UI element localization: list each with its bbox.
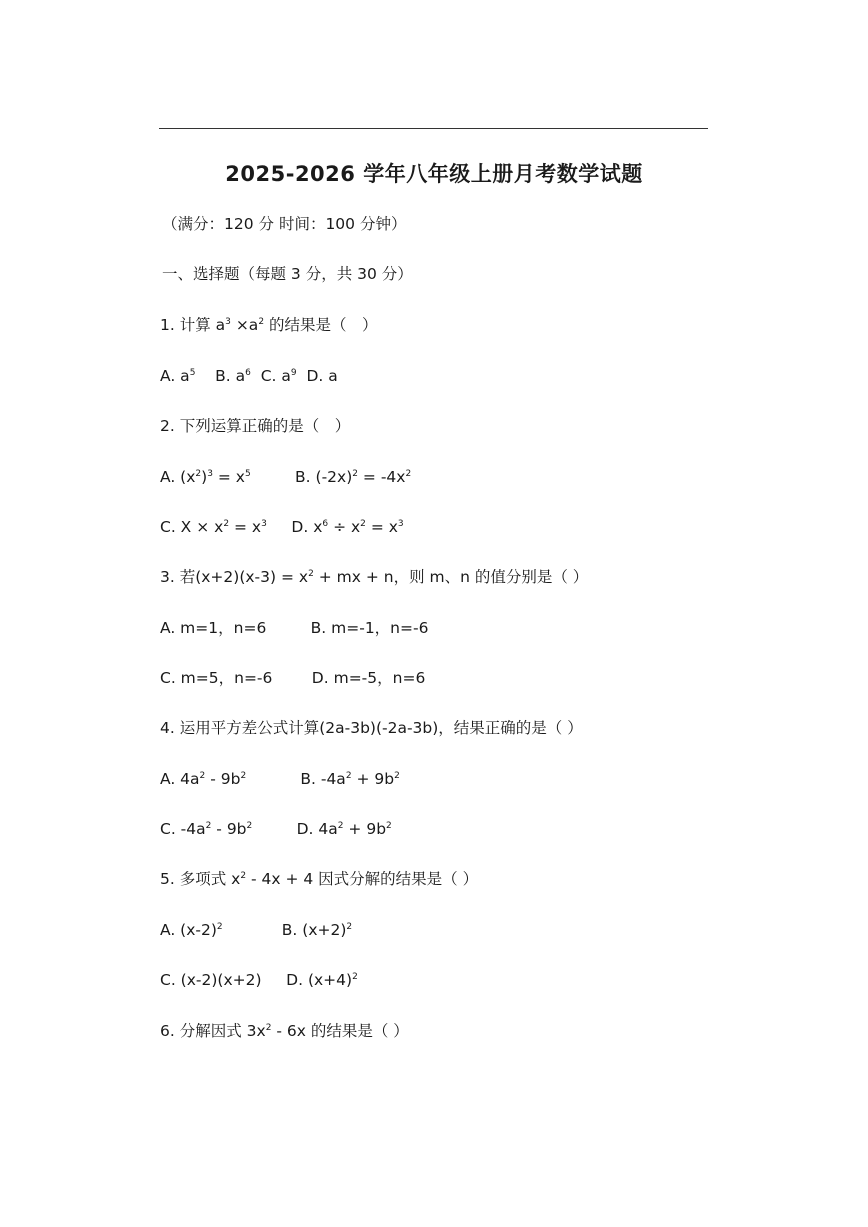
question-1-options: A. $a^5$ B. $a^6$ C. $a^9$ D. a — [160, 367, 338, 385]
question-1-stem: 1. 计算 $a^3 \times a^2$ 的结果是（ ） — [160, 316, 378, 334]
question-3-stem: 3. 若$(x+2)(x-3) = x^2$ + mx + n，则 m、n 的值分别是（ ） — [160, 568, 589, 586]
question-5-stem: 5. 多项式 $x^2 - 4x + 4$ 因式分解的结果是（ ） — [160, 870, 479, 888]
question-5-options-row1: A. $(x-2)^2$ B. $(x+2)^2$ — [160, 921, 353, 939]
question-5-options-row2: C. (x-2)(x+2) D. $(x+4)^2$ — [160, 971, 358, 989]
header-rule — [159, 128, 708, 129]
question-3-options-row2: C. m=5，n=-6 D. m=-5，n=6 — [160, 669, 426, 687]
question-2-options-row1: A. $(x^2)^3 = x^5$ B. $(-2x)^2 = -4x^2$ — [160, 468, 412, 486]
question-4-options-row1: A. $4a^2 - 9b^2$ B. $-4a^2 + 9b^2$ — [160, 770, 400, 788]
question-2-options-row2: C. $X \times x^2 = x^3$ D. $x^6 \div x^2 = x^3$ — [160, 518, 404, 536]
question-4-stem: 4. 运用平方差公式计算(2a-3b)(-2a-3b)，结果正确的是（ ） — [160, 719, 583, 737]
section-heading: 一、选择题（每题 3 分，共 30 分） — [162, 265, 413, 283]
question-4-options-row2: C. $-4a^2 - 9b^2$ D. $4a^2 + 9b^2$ — [160, 820, 392, 838]
question-3-options-row1: A. m=1，n=6 B. m=-1，n=-6 — [160, 619, 429, 637]
question-2-stem: 2. 下列运算正确的是（ ） — [160, 417, 351, 435]
page-title: 2025-2026 学年八年级上册月考数学试题 — [225, 162, 643, 186]
exam-info: （满分：120 分 时间：100 分钟） — [162, 215, 407, 233]
question-6-stem: 6. 分解因式 $3x^2 - 6x$ 的结果是（ ） — [160, 1022, 409, 1040]
